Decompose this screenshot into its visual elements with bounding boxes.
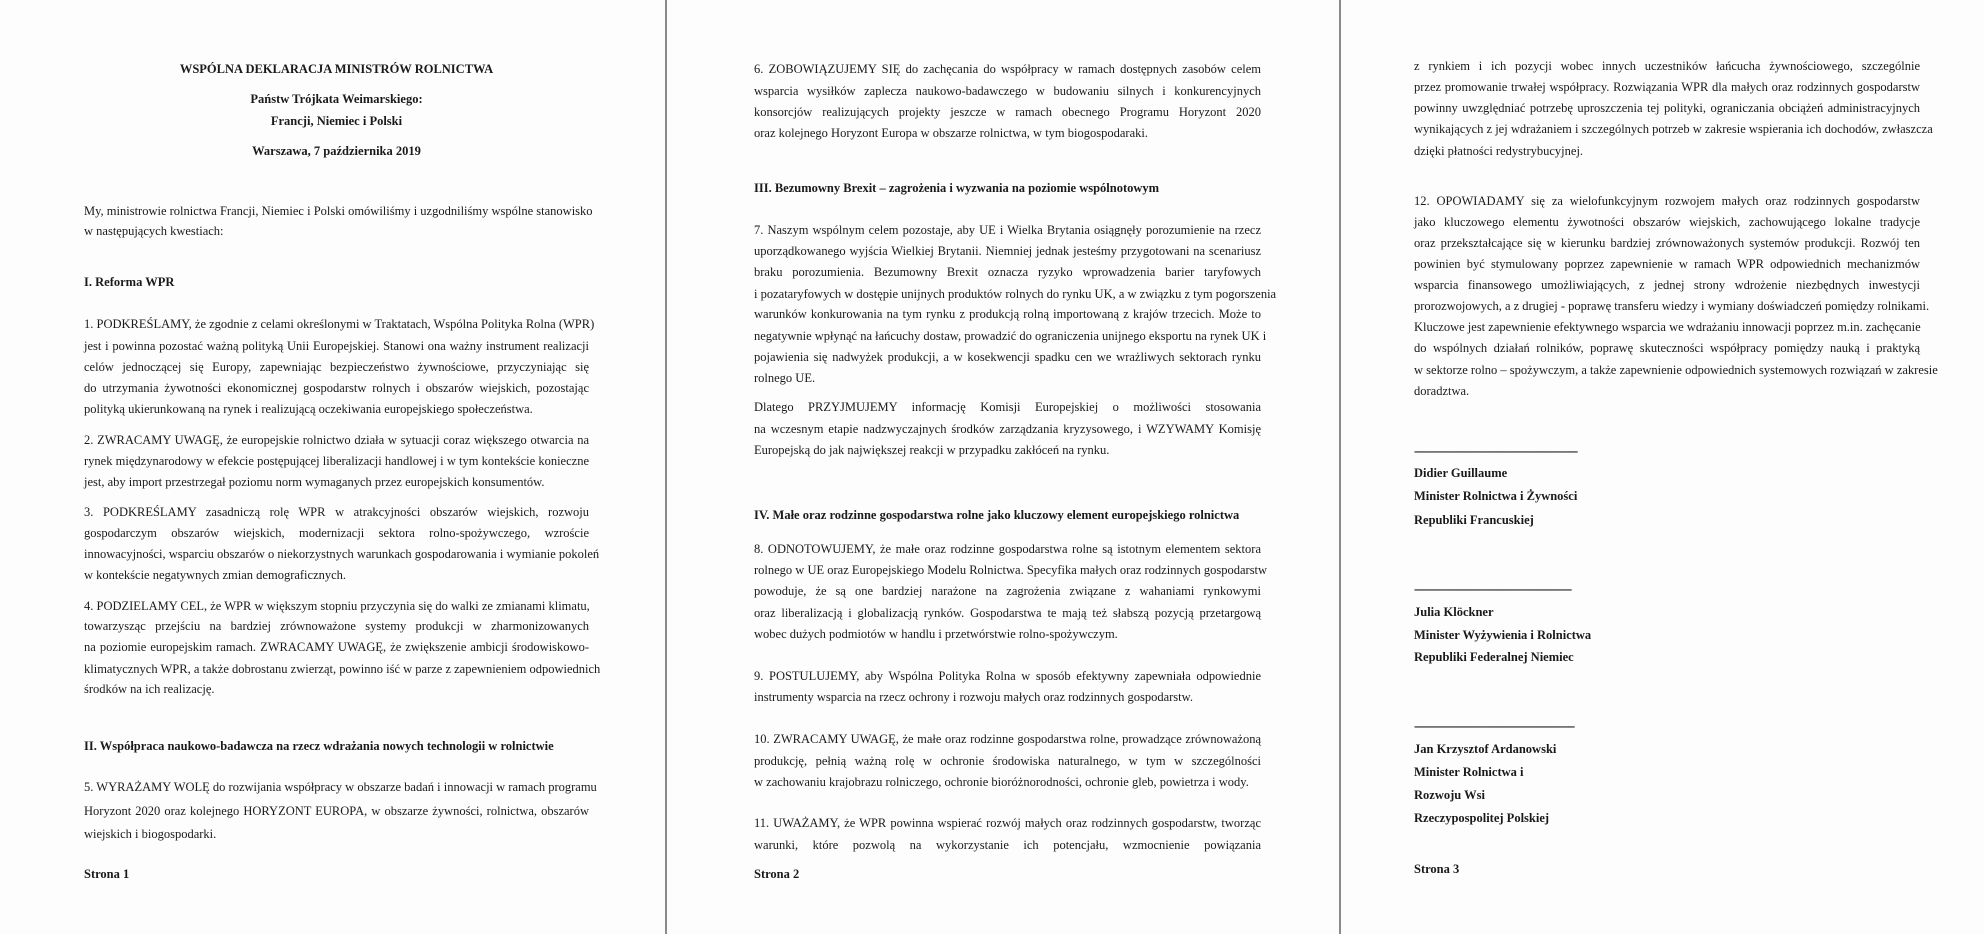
paragraph-line: 12. OPOWIADAMY się za wielofunkcyjnym rozwojem małych oraz rodzinnych gospodarstw	[1414, 194, 1920, 208]
paragraph-line: środków na ich realizację.	[84, 682, 215, 696]
paragraph-line: powoduje, że są one bardziej narażone na zagrożenia związane z wahaniami rynkowymi	[754, 584, 1261, 598]
paragraph-line: warunków konkurowania na tym rynku z produkcją rolną importowaną z krajów trzecich. Może to	[754, 307, 1261, 321]
paragraph-line: wobec dużych podmiotów w handlu i przetwórstwie rolno-spożywczym.	[754, 627, 1118, 641]
paragraph-line: jest, aby import przestrzegał poziomu norm wymaganych przez europejskich konsumentów.	[84, 475, 545, 489]
section-heading: Strona 3	[1414, 862, 1460, 876]
paragraph-line: pojawienia się nadwyżek produkcji, a w kosekwencji spadku cen we wrażliwych sektorach rynku	[754, 350, 1261, 364]
document-page-3	[1341, 0, 1984, 934]
signature-line: Didier Guillaume	[1414, 466, 1508, 480]
paragraph-line: prorozwojowych, a z drugiej - poprawę transferu wiedzy i wymiany doświadczeń pomiędzy rolnikami.	[1414, 299, 1930, 313]
paragraph-line: Europejską do jak największej reakcji w przypadku zakłóceń na rynku.	[754, 443, 1110, 457]
signature-line: Julia Klöckner	[1414, 605, 1494, 619]
document-title-line: Państw Trójkata Weimarskiego:	[250, 92, 423, 106]
paragraph-line: 10. ZWRACAMY UWAGĘ, że małe oraz rodzinne gospodarstwa rolne, prowadzące zrównoważoną	[754, 732, 1261, 746]
paragraph-line: 3. PODKREŚLAMY zasadniczą rolę WPR w atrakcyjności obszarów wiejskich, rozwoju	[84, 505, 589, 519]
paragraph-line: uporządkowanego wyjścia Wielkiej Brytanii. Niemniej jednak jesteśmy przygotowani na scenariusz	[754, 244, 1261, 258]
section-heading: II. Współpraca naukowo-badawcza na rzecz wdrażania nowych technologii w rolnictwie	[84, 739, 554, 753]
paragraph-line: w zachowaniu krajobrazu rolniczego, ochronie bioróżnorodności, ochronie gleb, powietrza i wody.	[754, 775, 1249, 789]
paragraph-line: towarzysząc przejściu na bardziej zrównoważone systemy produkcji w zharmonizowanych	[84, 619, 589, 633]
document-page-1	[0, 0, 665, 934]
paragraph-line: My, ministrowie rolnictwa Francji, Niemiec i Polski omówiliśmy i uzgodniliśmy wspólne stanowisko	[84, 204, 593, 218]
paragraph-line: produkcję, pełnią ważną rolę w ochronie środowiska naturalnego, w tym w szczególności	[754, 754, 1261, 768]
paragraph-line: 11. UWAŻAMY, że WPR powinna wspierać rozwój małych oraz rodzinnych gospodarstw, tworząc	[754, 816, 1261, 830]
paragraph-line: instrumenty wsparcia na rzecz ochrony i rozwoju małych oraz rodzinnych gospodarstw.	[754, 690, 1193, 704]
paragraph-line: wynikających z jej wdrażaniem i szczególnych potrzeb w zakresie wspierania ich dochodów, zwłaszcza	[1414, 122, 1933, 136]
paragraph-line: wiejskich i biogospodarki.	[84, 827, 217, 841]
paragraph-line: 6. ZOBOWIĄZUJEMY SIĘ do zachęcania do współpracy w ramach dostępnych zasobów celem	[754, 62, 1261, 76]
signature-rule: -----------------------------------------------------	[1414, 582, 1572, 596]
signature-line: Minister Rolnictwa i Żywności	[1414, 489, 1578, 503]
paragraph-line: przez promowanie trwałej współpracy. Rozwiązania WPR dla małych oraz rodzinnych gospodarstw	[1414, 80, 1920, 94]
signature-rule: -------------------------------------------------------	[1414, 444, 1577, 458]
paragraph-line: powinien być stymulowany poprzez zapewnienie w ramach WPR odpowiednich mechanizmów	[1414, 257, 1920, 271]
paragraph-line: 2. ZWRACAMY UWAGĘ, że europejskie rolnictwo działa w sytuacji coraz większego otwarcia na	[84, 433, 589, 447]
paragraph-line: negatywnie wpłynąć na łańcuchy dostaw, prowadzić do ograniczenia unijnego eksportu na rynek UK i	[754, 329, 1267, 343]
paragraph-line: wsparcia finansowego umożliwiających, z jednej strony wdrożenie niezbędnych inwestycji	[1414, 278, 1920, 292]
paragraph-line: Horyzont 2020 oraz kolejnego HORYZONT EUROPA, w obszarze żywności, rolnictwa, obszarów	[84, 804, 589, 818]
paragraph-line: 8. ODNOTOWUJEMY, że małe oraz rodzinne gospodarstwa rolne są istotnym elementem sektora	[754, 542, 1261, 556]
paragraph-line: jest i powinna pozostać ważną polityką Unii Europejskiej. Stanowi ona ważny instrument realizacji	[84, 339, 589, 353]
paragraph-line: konsorcjów realizujących projekty jeszcze w ramach obecnego Programu Horyzont 2020	[754, 105, 1261, 119]
paragraph-line: Dlatego PRZYJMUJEMY informację Komisji Europejskiej o możliwości stosowania	[754, 400, 1261, 414]
paragraph-line: 9. POSTULUJEMY, aby Wspólna Polityka Rolna w sposób efektywny zapewniała odpowiednie	[754, 669, 1261, 683]
document-title-line: Warszawa, 7 października 2019	[252, 144, 421, 158]
paragraph-line: 5. WYRAŻAMY WOLĘ do rozwijania współpracy w obszarze badań i innowacji w ramach programu	[84, 780, 597, 794]
document-page-2	[667, 0, 1339, 934]
paragraph-line: 7. Naszym wspólnym celem pozostaje, aby UE i Wielka Brytania osiągnęły porozumienie na rzecz	[754, 223, 1261, 237]
paragraph-line: w następujących kwestiach:	[84, 224, 224, 238]
paragraph-line: i pozataryfowych w dostępie unijnych produktów rolnych do rynku UK, a w związku z tym pogorszenia	[754, 287, 1277, 301]
signature-rule: ------------------------------------------------------	[1414, 719, 1574, 733]
paragraph-line: celów jednoczącej się Europy, zapewniając bezpieczeństwo żywnościowe, przyczyniając się	[84, 360, 589, 374]
paragraph-line: rolnego w UE oraz Europejskiego Modelu Rolnictwa. Specyfika małych oraz rodzinnych gospodarstw	[754, 563, 1268, 577]
document-title-line: WSPÓLNA DEKLARACJA MINISTRÓW ROLNICTWA	[179, 62, 494, 76]
paragraph-line: klimatycznych WPR, a także dobrostanu zwierząt, powinno iść w parze z zapewnieniem odpowiednich	[84, 662, 601, 676]
signature-line: Jan Krzysztof Ardanowski	[1414, 742, 1557, 756]
signature-line: Republiki Federalnej Niemiec	[1414, 650, 1574, 664]
paragraph-line: dzięki płatności redystrybucyjnej.	[1414, 144, 1584, 158]
paragraph-line: polityką ukierunkowaną na rynek i realizującą oczekiwania europejskiego społeczeństwa.	[84, 402, 533, 416]
section-heading: Strona 2	[754, 867, 800, 881]
section-heading: Strona 1	[84, 867, 130, 881]
paragraph-line: do wspólnych działań rolników, poprawę skuteczności współpracy pomiędzy nauką i praktyką	[1414, 341, 1920, 355]
paragraph-line: jako kluczowego elementu żywotności obszarów wiejskich, zachowującego lokalne tradycje	[1414, 215, 1920, 229]
paragraph-line: na poziomie europejskim ramach. ZWRACAMY UWAGĘ, że zwiększenie ambicji środowiskowo-	[84, 640, 589, 654]
paragraph-line: w sektorze rolno – spożywczym, a także zapewnienie odpowiednich systemowych rozwiązań w zakresie	[1414, 363, 1938, 377]
paragraph-line: warunki, które pozwolą na wykorzystanie ich potencjału, wzmocnienie powiązania	[754, 838, 1261, 852]
paragraph-line: do utrzymania żywotności ekonomicznej gospodarstw rolnych i obszarów wiejskich, pozostając	[84, 381, 589, 395]
paragraph-line: oraz kolejnego Horyzont Europa w obszarze rolnictwa, w tym biogospodaraki.	[754, 126, 1148, 140]
paragraph-line: Kluczowe jest zapewnienie efektywnego wsparcia we wdrażaniu innowacji poprzez m.in. zachęcanie	[1414, 320, 1921, 334]
paragraph-line: rynek międzynarodowy w efekcie postępującej liberalizacji handlowej i w tym kontekście konieczne	[84, 454, 589, 468]
section-heading: I. Reforma WPR	[84, 275, 175, 289]
paragraph-line: z rynkiem i ich pozycji wobec innych uczestników łańcucha żywnościowego, szczególnie	[1414, 59, 1920, 73]
paragraph-line: wsparcia wysiłków zaplecza naukowo-badawczego w budowaniu silnych i konkurencyjnych	[754, 84, 1261, 98]
paragraph-line: w kontekście negatywnych zmian demograficznych.	[84, 568, 347, 582]
paragraph-line: 4. PODZIELAMY CEL, że WPR w większym stopniu przyczynia się do walki ze zmianami klimatu,	[84, 599, 590, 613]
paragraph-line: gospodarczym obszarów wiejskich, modernizacji sektora rolno-spożywczego, wzroście	[84, 526, 589, 540]
paragraph-line: 1. PODKREŚLAMY, że zgodnie z celami określonymi w Traktatach, Wspólna Polityka Rolna (WPR)	[84, 317, 595, 331]
document-title-line: Francji, Niemiec i Polski	[270, 114, 403, 128]
paragraph-line: oraz liberalizacją i globalizacją rynków. Gospodarstwa te mają też słabszą pozycją przetargową	[754, 606, 1261, 620]
signature-line: Republiki Francuskiej	[1414, 513, 1534, 527]
paragraph-line: na wczesnym etapie nadzwyczajnych środków zarządzania kryzysowego, i WZYWAMY Komisję	[754, 422, 1261, 436]
signature-line: Rozwoju Wsi	[1414, 788, 1485, 802]
paragraph-line: innowacyjności, wsparciu obszarów o niekorzystnych warunkach gospodarowania i wymianie pokoleń	[84, 547, 600, 561]
section-heading: IV. Małe oraz rodzinne gospodarstwa rolne jako kluczowy element europejskiego rolnictwa	[754, 508, 1240, 522]
signature-line: Rzeczypospolitej Polskiej	[1414, 811, 1550, 825]
paragraph-line: braku porozumienia. Bezumowny Brexit oznacza ryzyko wprowadzenia barier taryfowych	[754, 265, 1261, 279]
paragraph-line: oraz przekształcające się w kierunku bardziej zrównoważonych systemów produkcji. Rozwój ten	[1414, 236, 1920, 250]
signature-line: Minister Rolnictwa i	[1414, 765, 1524, 779]
signature-line: Minister Wyżywienia i Rolnictwa	[1414, 628, 1592, 642]
paragraph-line: doradztwa.	[1414, 384, 1470, 398]
section-heading: III. Bezumowny Brexit – zagrożenia i wyzwania na poziomie wspólnotowym	[754, 181, 1160, 195]
paragraph-line: powinny uwzględniać potrzebę uproszczenia tej polityki, ograniczania obciążeń administracyjnych	[1414, 101, 1920, 115]
paragraph-line: rolnego UE.	[754, 371, 816, 385]
